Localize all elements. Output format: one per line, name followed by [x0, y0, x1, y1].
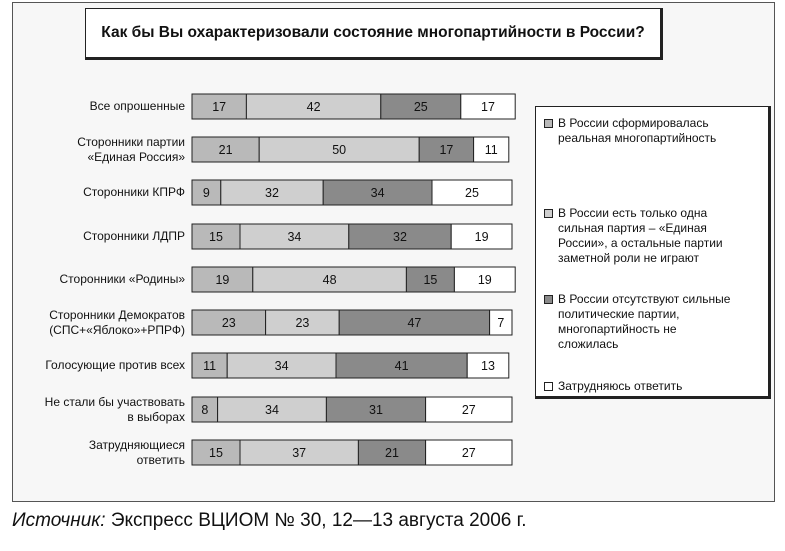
data-label: 32 [393, 230, 407, 244]
data-label: 11 [203, 359, 217, 373]
category-label-line: Сторонники КПРФ [83, 185, 185, 199]
data-label: 17 [212, 100, 227, 114]
source-text: Экспресс ВЦИОМ № 30, 12—13 августа 2006 г. [110, 510, 527, 531]
data-label: 23 [221, 316, 236, 330]
source-note [12, 510, 527, 532]
category-label-line: Сторонники ЛДПР [83, 229, 185, 243]
legend-swatch [544, 209, 553, 218]
category-label-line: Сторонники «Родины» [59, 272, 185, 286]
data-label: 41 [394, 359, 409, 373]
category-label-line: Голосующие против всех [45, 358, 185, 372]
data-label: 11 [484, 143, 498, 157]
source-label: Источник: [12, 510, 106, 531]
data-label: 19 [474, 230, 489, 244]
data-label: 25 [413, 100, 428, 114]
legend-swatch [544, 382, 553, 391]
data-label: 27 [461, 403, 476, 417]
data-label: 9 [202, 186, 210, 200]
category-label-line: в выборах [127, 409, 185, 424]
data-label: 19 [477, 273, 492, 287]
category-label-line: «Единая Россия» [87, 149, 185, 164]
legend-label: Затрудняюсь ответить [558, 379, 683, 393]
legend-label: В России есть только одна сильная партия – «Единая России», а остальные партии заметной роли не играют [558, 206, 723, 265]
data-label: 7 [497, 316, 505, 330]
category-label-line: (СПС+«Яблоко»+РПРФ) [49, 322, 185, 337]
data-label: 34 [265, 403, 279, 417]
chart-title: Как бы Вы охарактеризовали состояние многопартийности в России? [85, 8, 663, 60]
data-label: 48 [322, 273, 337, 287]
legend [535, 106, 771, 399]
data-label: 8 [201, 403, 209, 417]
legend-swatch [544, 119, 553, 128]
category-label-line: Не стали бы участвовать [44, 394, 185, 409]
data-label: 19 [215, 273, 230, 287]
legend-swatch [544, 295, 553, 304]
data-label: 37 [292, 446, 307, 460]
category-label-line: Сторонники Демократов [49, 307, 185, 322]
data-label: 23 [295, 316, 310, 330]
data-label: 27 [461, 446, 476, 460]
category-label-line: Затрудняющиеся [88, 437, 185, 452]
data-label: 50 [332, 143, 347, 157]
legend-label: В России отсутствуют сильные политические партии, многопартийность не сложилась [558, 292, 731, 351]
category-label-line: Сторонники партии [77, 134, 185, 149]
data-label: 17 [481, 100, 495, 114]
data-label: 47 [407, 316, 422, 330]
legend-label: В России сформировалась реальная многопартийность [558, 116, 717, 145]
data-label: 34 [274, 359, 289, 373]
data-label: 31 [369, 403, 383, 417]
data-label: 42 [306, 100, 321, 114]
data-label: 34 [287, 230, 302, 244]
data-label: 13 [481, 359, 495, 373]
data-label: 34 [370, 186, 385, 200]
data-label: 32 [265, 186, 279, 200]
data-label: 15 [209, 230, 223, 244]
category-label-line: ответить [136, 452, 185, 467]
data-label: 21 [218, 143, 233, 157]
data-label: 15 [209, 446, 223, 460]
data-label: 17 [439, 143, 454, 157]
data-label: 25 [465, 186, 479, 200]
category-label-line: Все опрошенные [89, 99, 185, 113]
data-label: 21 [385, 446, 399, 460]
data-label: 15 [423, 273, 438, 287]
